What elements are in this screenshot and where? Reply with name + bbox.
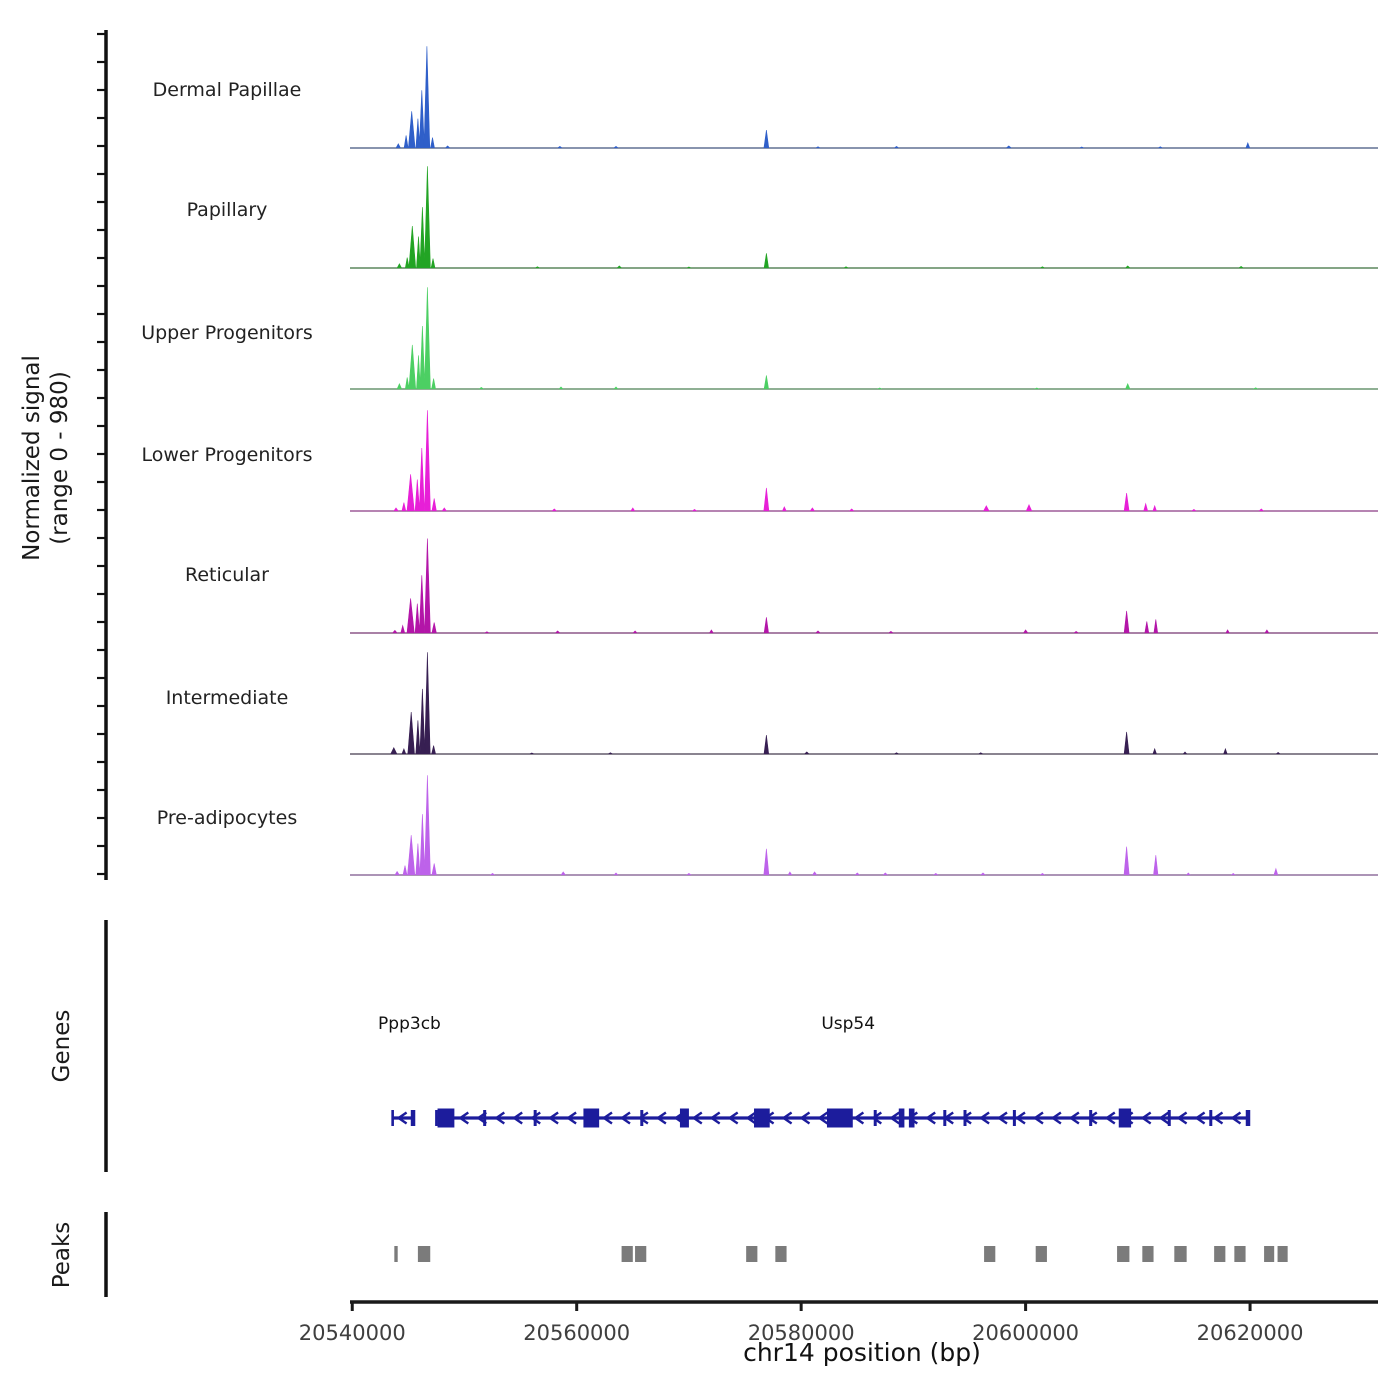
y-axis-label-line1: Normalized signal (19, 355, 45, 561)
called-peak-box (394, 1246, 397, 1262)
gene-exon (680, 1109, 689, 1128)
gene-name-usp54: Usp54 (821, 1014, 876, 1034)
gene-exon-bar (1209, 1110, 1212, 1126)
y-axis-label (18, 355, 74, 561)
x-axis-title: chr14 position (bp) (743, 1338, 981, 1367)
track-label-upper-progenitors: Upper Progenitors (141, 322, 313, 344)
signal-track-reticular (350, 539, 1378, 634)
gene-exon-bar (1089, 1110, 1092, 1126)
called-peak-box (1214, 1246, 1225, 1262)
gene-exon (754, 1109, 770, 1128)
gene-exon-bar (1013, 1110, 1016, 1126)
called-peak-box (622, 1246, 633, 1262)
track-label-papillary: Papillary (186, 199, 268, 221)
gene-exon (899, 1109, 905, 1128)
gene-exon-bar (943, 1110, 946, 1126)
signal-track-papillary (350, 166, 1378, 268)
called-peak-box (1117, 1246, 1129, 1262)
y-axis-label-line2: (range 0 - 980) (47, 371, 73, 545)
called-peak-box (775, 1246, 786, 1262)
called-peak-box (746, 1246, 757, 1262)
signal-track-lower-progenitors (350, 410, 1378, 511)
called-peak-box (1174, 1246, 1186, 1262)
x-axis-tick-label: 20620000 (1196, 1321, 1304, 1345)
track-label-lower-progenitors: Lower Progenitors (141, 444, 313, 466)
called-peak-box (635, 1246, 646, 1262)
called-peak-box (1278, 1246, 1288, 1262)
called-peak-box (418, 1246, 430, 1262)
track-label-pre-adipocytes: Pre-adipocytes (156, 807, 298, 829)
gene-exon-bar (640, 1110, 643, 1126)
called-peak-box (1142, 1246, 1153, 1262)
gene-exon-bar (534, 1110, 537, 1126)
gene-exon (827, 1109, 853, 1128)
gene-exon (909, 1109, 915, 1128)
track-label-reticular: Reticular (185, 564, 269, 586)
track-label-intermediate: Intermediate (165, 687, 289, 709)
signal-track-dermal-papillae (350, 46, 1378, 148)
x-axis-tick-label: 20540000 (298, 1321, 406, 1345)
gene-exon-bar (483, 1110, 486, 1126)
x-axis-tick-label: 20580000 (747, 1321, 855, 1345)
called-peak-box (1036, 1246, 1047, 1262)
peaks-section-label: Peaks (49, 1221, 75, 1289)
gene-exon (583, 1109, 599, 1128)
gene-name-ppp3cb: Ppp3cb (378, 1014, 441, 1034)
gene-exon (1119, 1109, 1131, 1128)
x-axis-tick-label: 20600000 (972, 1321, 1080, 1345)
called-peak-box (984, 1246, 995, 1262)
gene-exon-bar (964, 1110, 967, 1126)
signal-track-pre-adipocytes (350, 775, 1378, 875)
gene-exon (438, 1109, 455, 1128)
gene-exon-bar (1246, 1110, 1249, 1126)
x-axis-tick-label: 20560000 (523, 1321, 631, 1345)
called-peak-box (1234, 1246, 1245, 1262)
gene-exon-bar (411, 1110, 414, 1126)
track-label-dermal-papillae: Dermal Papillae (152, 79, 302, 101)
genes-section-label: Genes (49, 1009, 75, 1083)
gene-exon-bar (874, 1110, 877, 1126)
called-peak-box (1264, 1246, 1274, 1262)
gene-exon-bar (1168, 1110, 1171, 1126)
signal-track-upper-progenitors (350, 287, 1378, 389)
signal-track-intermediate (350, 652, 1378, 754)
